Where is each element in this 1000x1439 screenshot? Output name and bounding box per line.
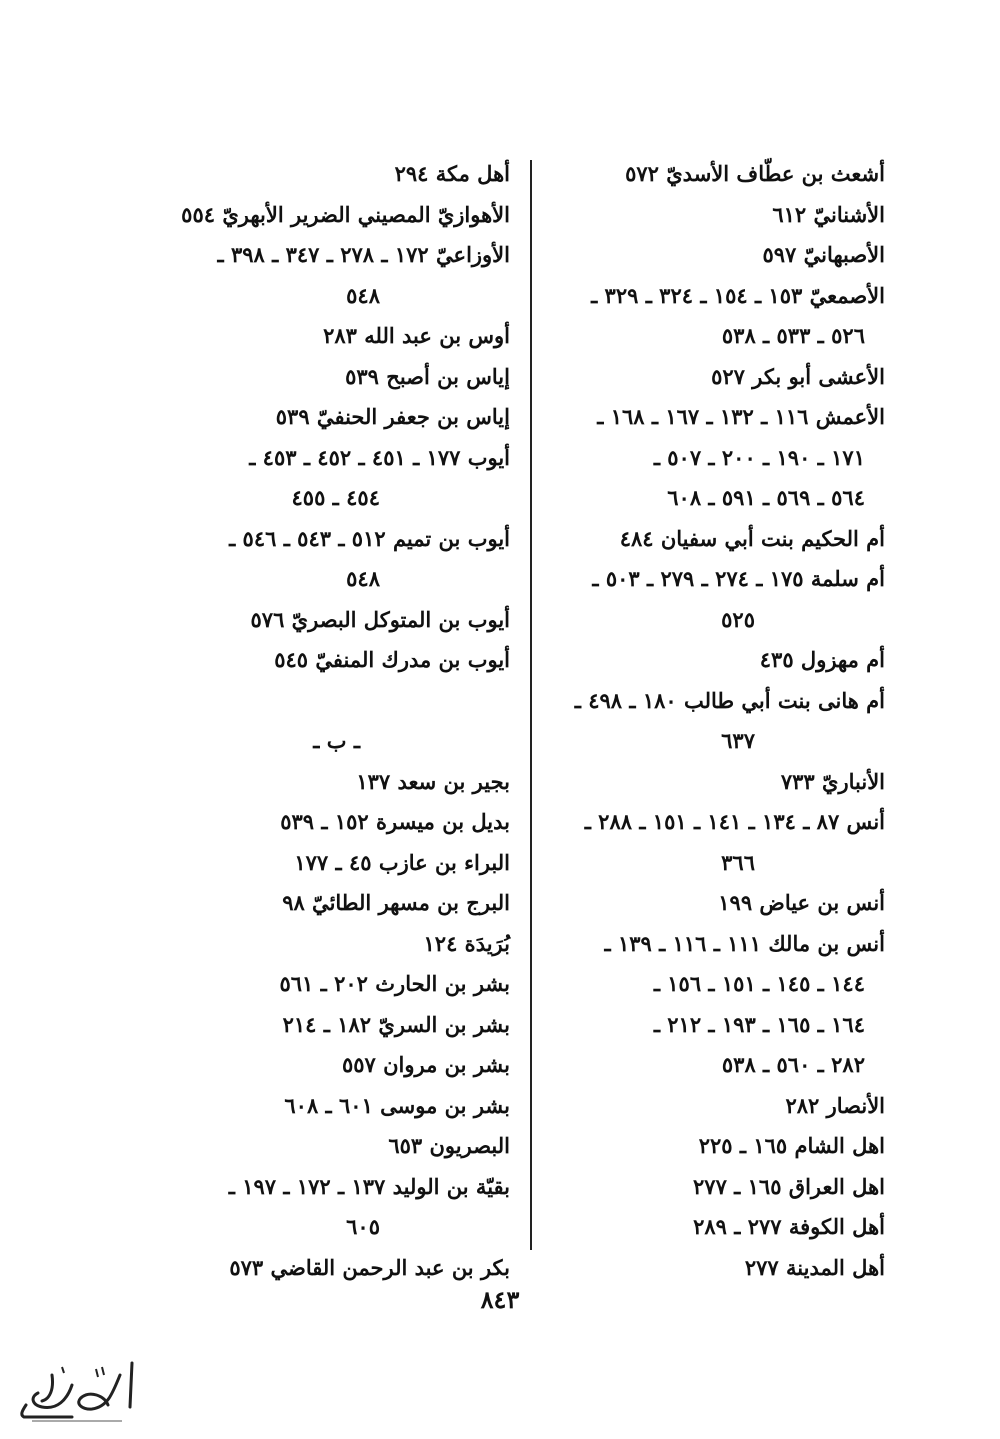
index-entry: أنس بن مالك ١١١ ـ ١١٦ ـ ١٣٩ ـ: [604, 930, 885, 956]
index-column-left: [181, 154, 510, 1288]
index-entry: أيوب بن المتوكل البصريّ ٥٧٦: [250, 606, 510, 632]
index-entry: الأوزاعيّ ١٧٢ ـ ٢٧٨ ـ ٣٤٧ ـ ٣٩٨ ـ: [217, 242, 510, 267]
index-entry: أيوب بن تميم ٥١٢ ـ ٥٤٣ ـ ٥٤٦ ـ: [229, 525, 510, 551]
index-entry: ٢٨٢ ـ ٥٦٠ ـ ٥٣٨: [721, 1052, 865, 1077]
index-entry: ٥٢٦ ـ ٥٣٣ ـ ٥٣٨: [721, 323, 865, 348]
index-entry: أم الحكيم بنت أبي سفيان ٤٨٤: [619, 525, 885, 551]
index-entry: الأنصار ٢٨٢: [785, 1092, 885, 1118]
column-divider: [530, 160, 532, 1250]
index-column-right: [550, 154, 885, 1288]
index-entry: بجير بن سعد ١٣٧: [356, 768, 510, 794]
page-number: ٨٤٣: [480, 1285, 520, 1314]
index-entry: بقيّة بن الوليد ١٣٧ ـ ١٧٢ ـ ١٩٧ ـ: [228, 1173, 510, 1199]
index-entry: أيوب ١٧٧ ـ ٤٥١ ـ ٤٥٢ ـ ٤٥٣ ـ: [249, 444, 510, 470]
index-entry: بشر بن الحارث ٢٠٢ ـ ٥٦١: [279, 971, 510, 996]
section-heading: ـ ب ـ: [313, 728, 360, 753]
index-entry: اهل الشام ١٦٥ ـ ٢٢٥: [698, 1133, 885, 1158]
index-entry: الأعمش ١١٦ ـ ١٣٢ ـ ١٦٧ ـ ١٦٨ ـ: [597, 404, 885, 429]
calligraphy-logo-icon: [12, 1355, 142, 1425]
index-entry: ٥٤٨: [346, 282, 380, 308]
index-entry: أشعث بن عطّاف الأسديّ ٥٧٢: [625, 161, 885, 186]
index-entry: إياس بن جعفر الحنفيّ ٥٣٩: [275, 404, 510, 429]
index-entry: بشر بن مروان ٥٥٧: [341, 1052, 510, 1077]
index-entry: ٤٥٤ ـ ٤٥٥: [291, 485, 380, 510]
index-entry: ٦٠٥: [346, 1214, 380, 1239]
index-entry: أنس ٨٧ ـ ١٣٤ ـ ١٤١ ـ ١٥١ ـ ٢٨٨ ـ: [584, 809, 885, 834]
index-entry: بكر بن عبد الرحمن القاضي ٥٧٣: [229, 1254, 510, 1280]
index-entry: بديل بن ميسرة ١٥٢ ـ ٥٣٩: [280, 809, 510, 834]
index-entry: أهل الكوفة ٢٧٧ ـ ٢٨٩: [693, 1214, 885, 1239]
index-entry: أم هانى بنت أبي طالب ١٨٠ ـ ٤٩٨ ـ: [574, 687, 885, 713]
index-entry: ٥٢٥: [721, 606, 755, 632]
index-entry: إياس بن أصبح ٥٣٩: [345, 363, 510, 389]
index-entry: ٣٦٦: [721, 849, 755, 875]
index-entry: أهل مكة ٢٩٤: [394, 161, 510, 186]
index-entry: اهل العراق ١٦٥ ـ ٢٧٧: [693, 1173, 885, 1199]
index-entry: الأنباريّ ٧٣٣: [780, 768, 885, 794]
index-entry: الأعشى أبو بكر ٥٢٧: [711, 363, 885, 389]
index-entry: البرج بن مسهر الطائيّ ٩٨: [282, 890, 510, 915]
index-entry: الأهوازيّ المصيني الضرير الأبهريّ ٥٥٤: [181, 201, 510, 227]
index-entry: بشر بن موسى ٦٠١ ـ ٦٠٨: [284, 1092, 510, 1118]
index-entry: أنس بن عياض ١٩٩: [718, 890, 885, 915]
index-entry: ٥٤٨: [346, 566, 380, 591]
index-entry: أهل المدينة ٢٧٧: [744, 1254, 885, 1280]
index-entry: أوس بن عبد الله ٢٨٣: [323, 323, 510, 348]
index-entry: أم مهزول ٤٣٥: [759, 647, 885, 672]
index-entry: الأشنانيّ ٦١٢: [772, 201, 885, 227]
index-entry: ١٦٤ ـ ١٦٥ ـ ١٩٣ ـ ٢١٢ ـ: [653, 1011, 865, 1037]
index-entry: بشر بن السريّ ١٨٢ ـ ٢١٤: [282, 1011, 510, 1037]
index-entry: البصريون ٦٥٣: [388, 1133, 510, 1158]
index-entry: [190, 681, 510, 722]
index-entry: أيوب بن مدرك المنفيّ ٥٤٥: [274, 647, 510, 672]
index-entry: أم سلمة ١٧٥ ـ ٢٧٤ ـ ٢٧٩ ـ ٥٠٣ ـ: [592, 566, 885, 591]
index-entry: الأصبهانيّ ٥٩٧: [762, 242, 885, 267]
index-entry: ٦٣٧: [721, 728, 755, 753]
index-entry: ١٧١ ـ ١٩٠ ـ ٢٠٠ ـ ٥٠٧ ـ: [653, 444, 865, 470]
index-entry: ٥٦٤ ـ ٥٦٩ ـ ٥٩١ ـ ٦٠٨: [667, 485, 865, 510]
index-entry: البراء بن عازب ٤٥ ـ ١٧٧: [294, 849, 510, 875]
index-entry: ١٤٤ ـ ١٤٥ ـ ١٥١ ـ ١٥٦ ـ: [653, 971, 865, 996]
index-entry: الأصمعيّ ١٥٣ ـ ١٥٤ ـ ٣٢٤ ـ ٣٢٩ ـ: [591, 282, 885, 308]
index-entry: بُرَيدَة ١٢٤: [423, 930, 510, 956]
